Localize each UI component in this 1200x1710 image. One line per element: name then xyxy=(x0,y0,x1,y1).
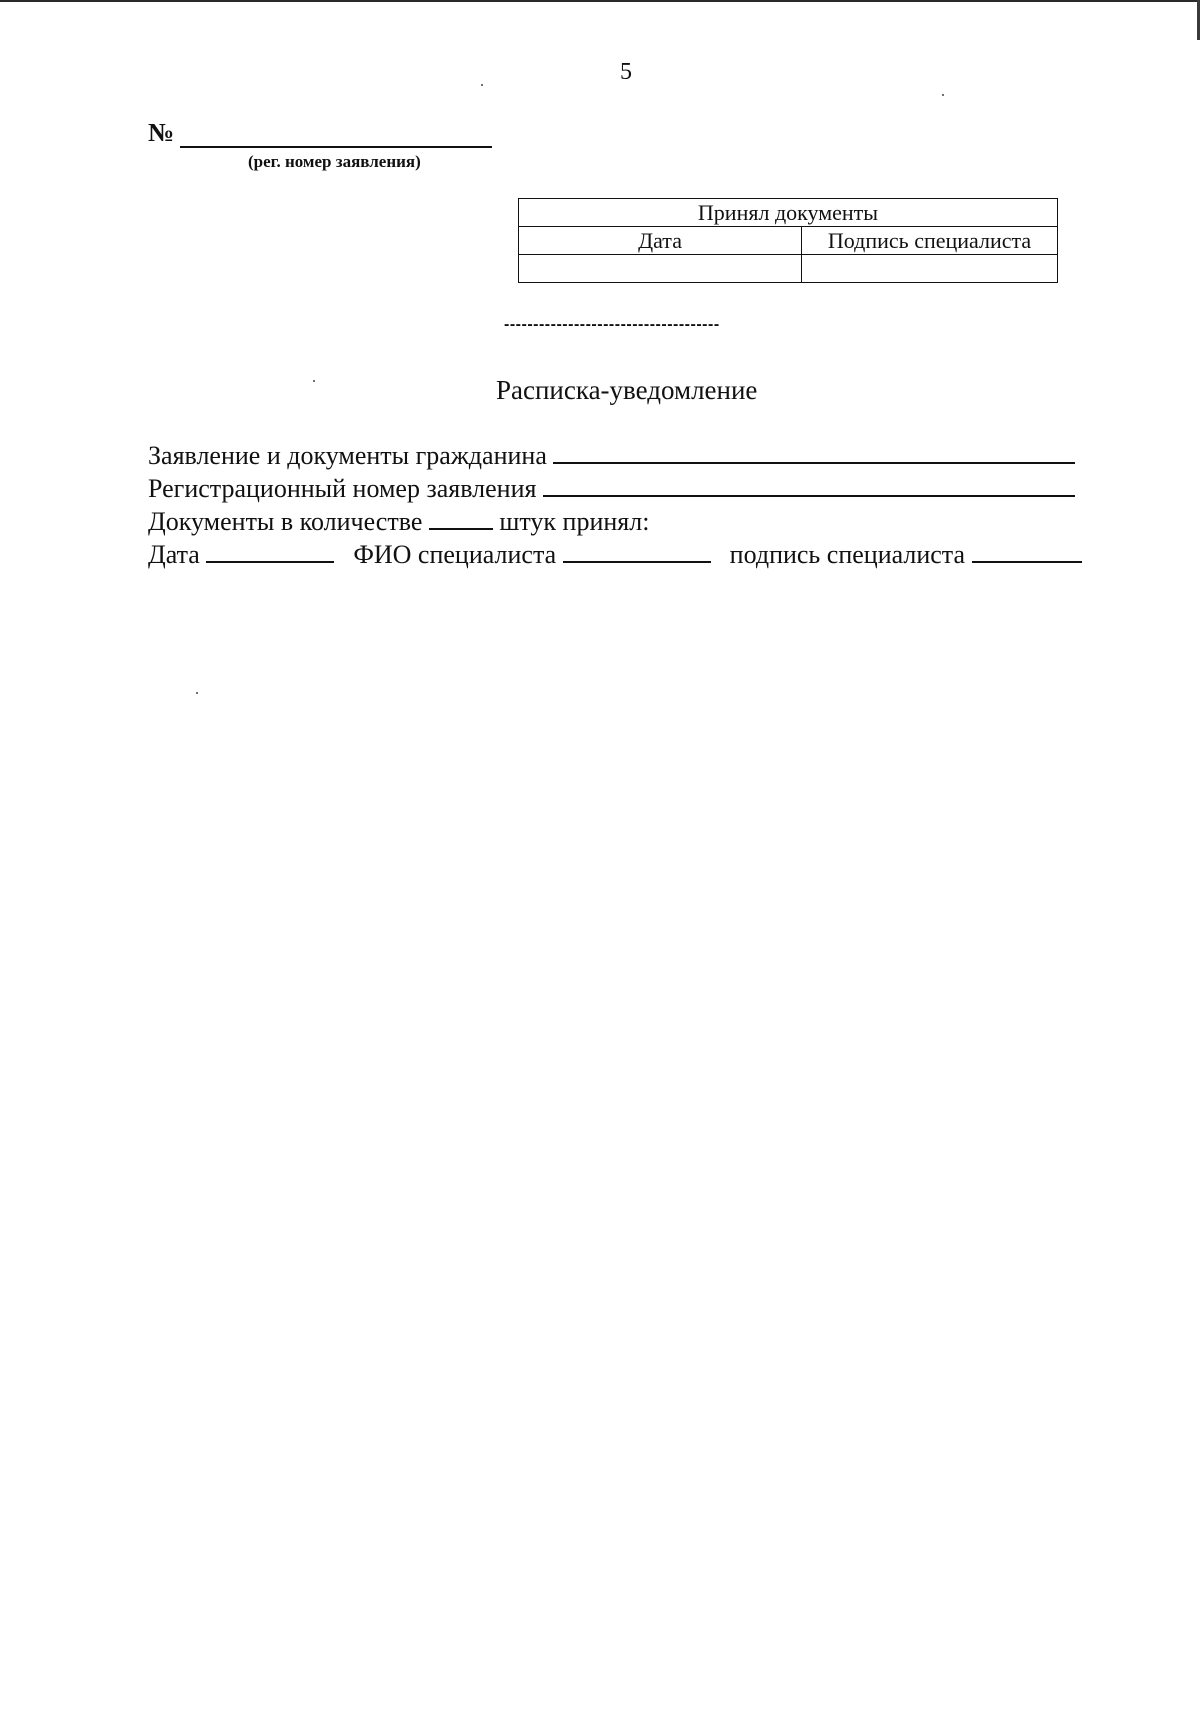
page-number: 5 xyxy=(620,59,632,85)
registration-number-input[interactable] xyxy=(543,471,1075,497)
receipt-title: Расписка-уведомление xyxy=(496,375,758,405)
registration-number-sign: № xyxy=(148,118,175,147)
documents-count-field[interactable] xyxy=(429,504,493,530)
scan-edge-top xyxy=(0,0,1200,2)
column-signature: Подпись специалиста xyxy=(802,227,1058,255)
scan-speck xyxy=(481,84,483,86)
accepted-documents-table xyxy=(518,198,1058,283)
date-field[interactable] xyxy=(206,537,334,563)
citizen-documents-label: Заявление и документы гражданина xyxy=(148,441,547,470)
specialist-fio-label: ФИО специалиста xyxy=(353,540,557,569)
registration-number-field[interactable] xyxy=(180,146,492,148)
citizen-documents-line xyxy=(148,438,1075,472)
column-date: Дата xyxy=(519,227,802,255)
documents-count-line xyxy=(148,504,649,538)
specialist-line xyxy=(148,537,1082,571)
scan-speck xyxy=(313,380,315,382)
scan-speck xyxy=(196,692,198,694)
specialist-signature-field[interactable] xyxy=(972,537,1082,563)
table-row xyxy=(519,255,1058,283)
citizen-name-field[interactable] xyxy=(553,438,1075,464)
specialist-fio-field[interactable] xyxy=(563,537,711,563)
signature-cell[interactable] xyxy=(802,255,1058,283)
table-header: Принял документы xyxy=(519,199,1058,227)
date-cell[interactable] xyxy=(519,255,802,283)
registration-number-caption: (рег. номер заявления) xyxy=(248,152,421,171)
table-header-row xyxy=(519,199,1058,227)
specialist-signature-label: подпись специалиста xyxy=(729,540,966,569)
table-column-row xyxy=(519,227,1058,255)
documents-count-label: Документы в количестве xyxy=(148,507,423,536)
registration-number-line xyxy=(148,471,1075,505)
cut-line-separator: ------------------------------------- xyxy=(504,316,720,333)
registration-number-label: Регистрационный номер заявления xyxy=(148,474,537,503)
scan-speck xyxy=(942,94,944,96)
documents-accepted-label: штук принял: xyxy=(499,507,650,536)
date-label: Дата xyxy=(148,540,200,569)
